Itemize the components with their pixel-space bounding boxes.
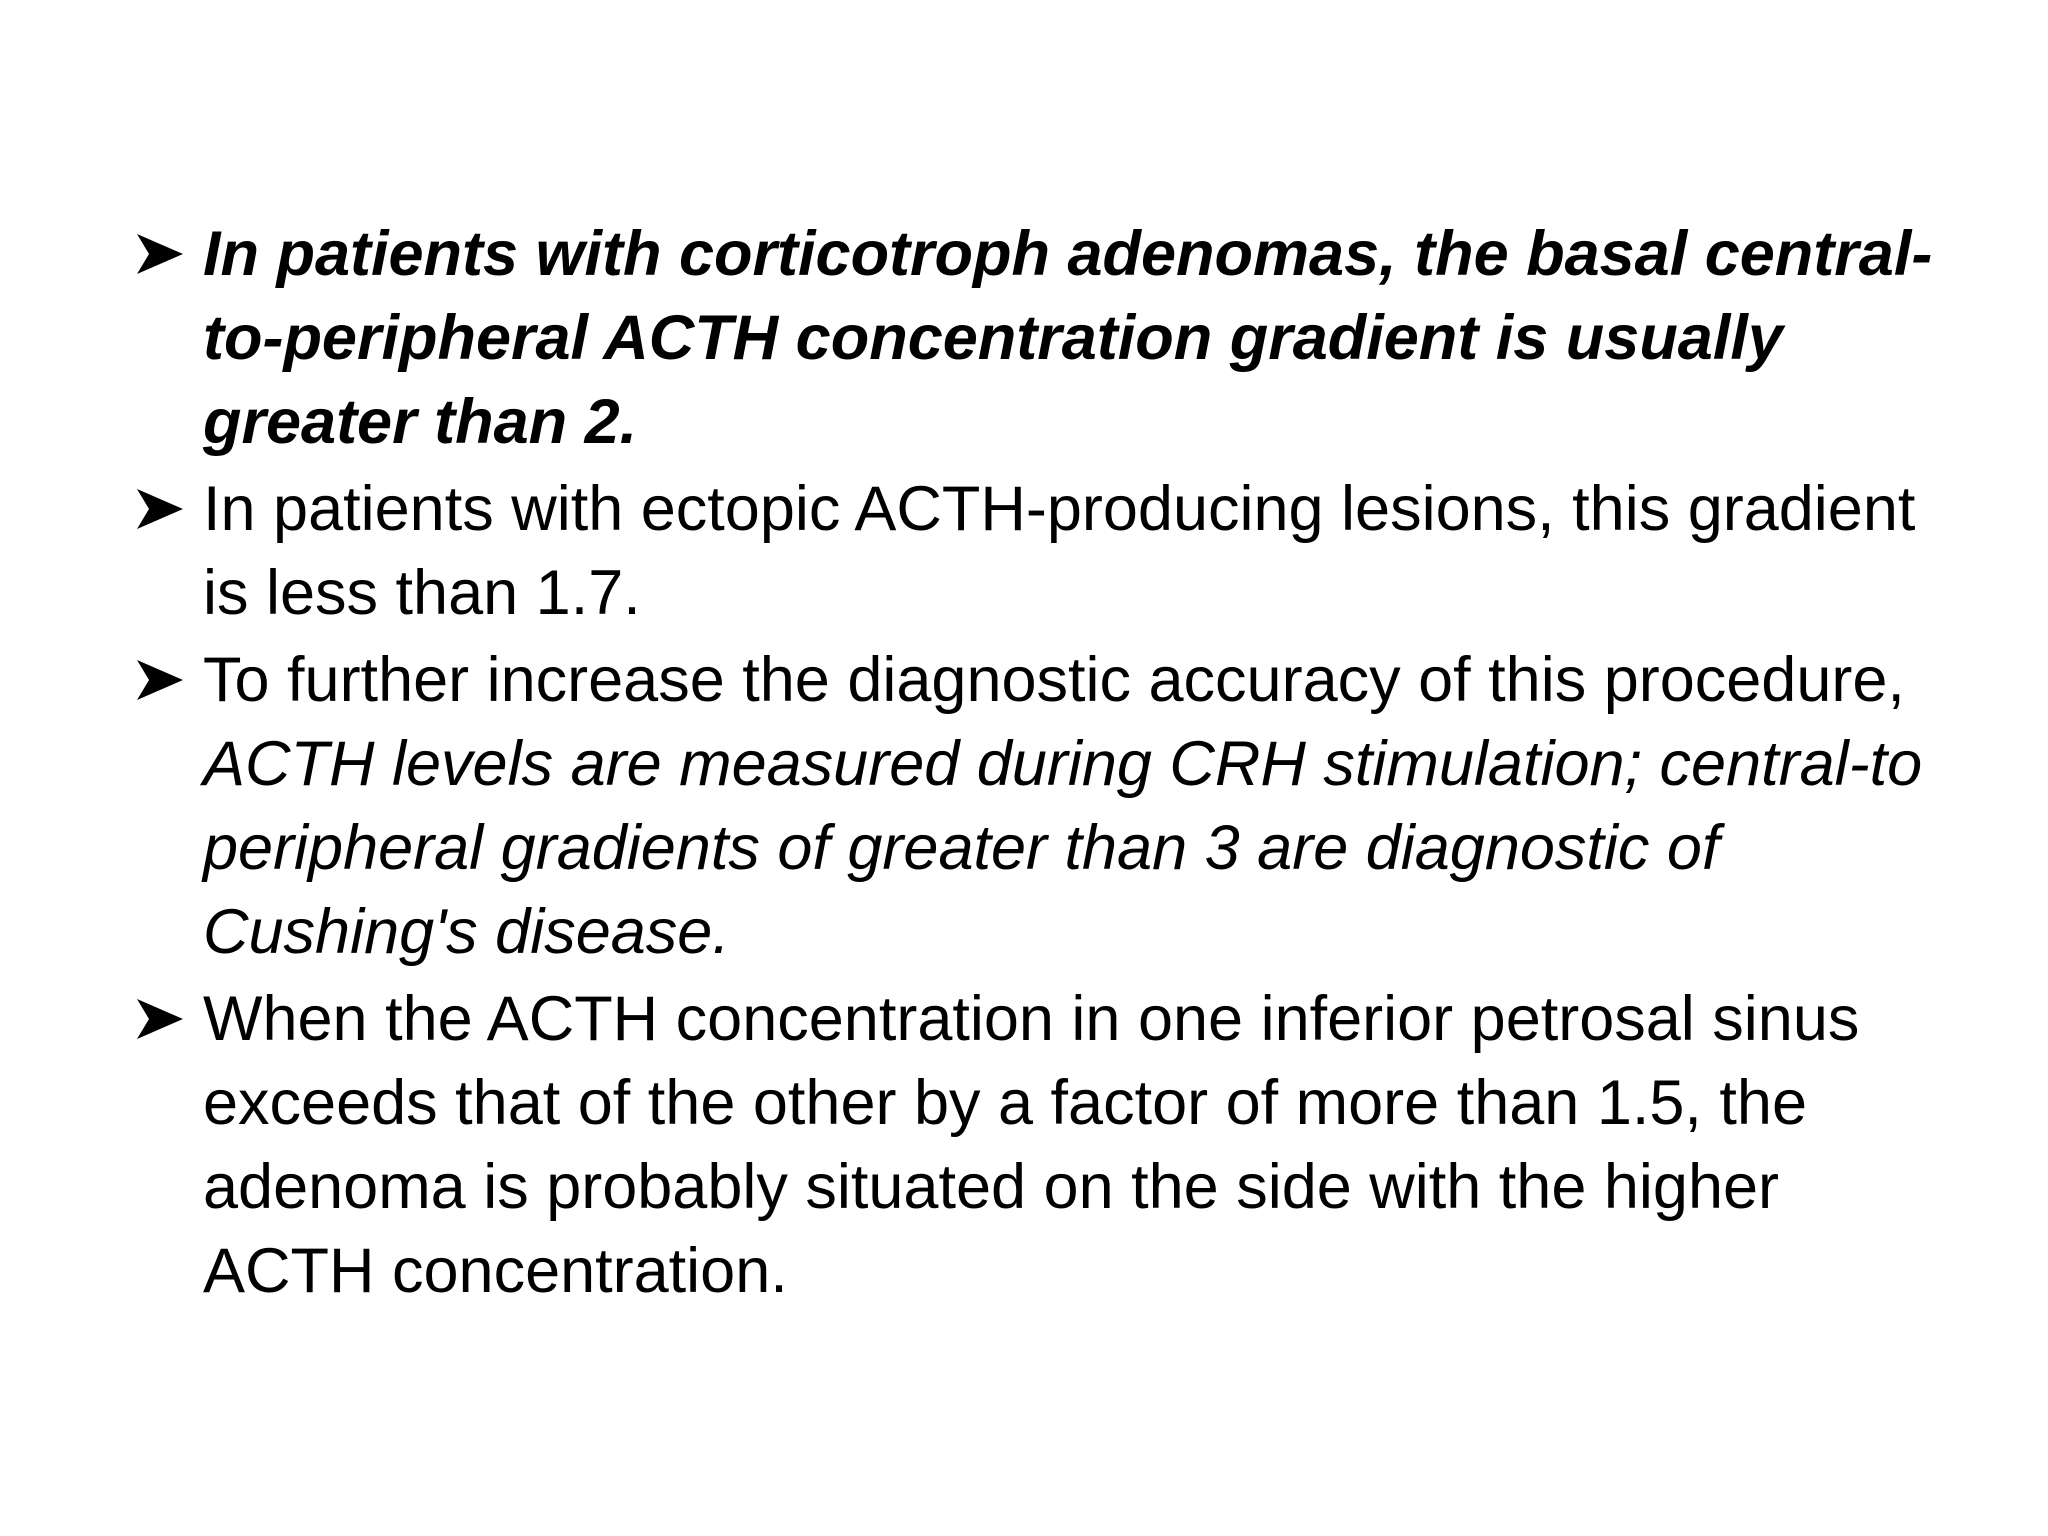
bullet-item-2 bbox=[135, 467, 1955, 635]
bullet-item-4 bbox=[135, 977, 1955, 1313]
bullet-list bbox=[135, 212, 1955, 1316]
arrow-bullet-icon bbox=[135, 212, 189, 296]
bullet-text-4: When the ACTH concentration in one inferior petrosal sinus exceeds that of the other by a factor of more than 1.5, the adenoma is probably situated on the side with the higher ACTH concentration. bbox=[203, 984, 1860, 1306]
bullet-text-1: In patients with corticotroph adenomas, the basal central-to-peripheral ACTH concentration gradient is usually greater than 2. bbox=[203, 219, 1933, 457]
bullet-item-3 bbox=[135, 638, 1955, 974]
arrow-bullet-icon bbox=[135, 977, 189, 1061]
bullet-text-3-plain: To further increase the diagnostic accuracy of this procedure, bbox=[203, 645, 1905, 715]
bullet-text-2: In patients with ectopic ACTH-producing lesions, this gradient is less than 1.7. bbox=[203, 474, 1916, 628]
arrow-bullet-icon bbox=[135, 638, 189, 722]
arrow-bullet-icon bbox=[135, 467, 189, 551]
bullet-item-1 bbox=[135, 212, 1955, 464]
bullet-text-3-italic: ACTH levels are measured during CRH stimulation; central-to peripheral gradients of greater than 3 are diagnostic of Cushing's disease. bbox=[203, 729, 1923, 967]
